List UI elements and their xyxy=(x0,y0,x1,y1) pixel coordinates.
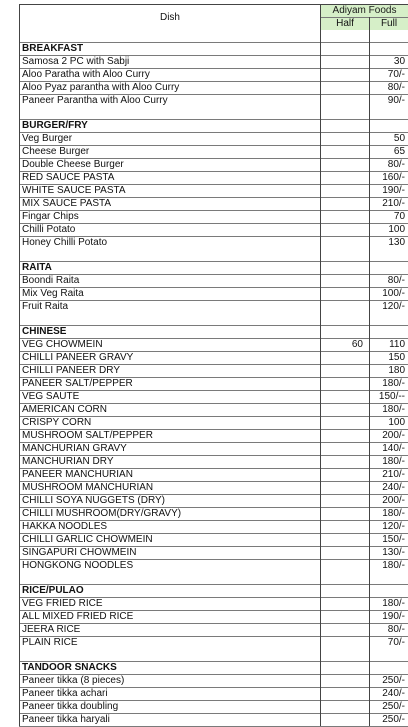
menu-item-row xyxy=(20,688,408,701)
section-title: BURGER/FRY xyxy=(20,120,321,133)
half-price xyxy=(321,443,370,456)
menu-item-row xyxy=(20,547,408,560)
menu-item-row xyxy=(20,339,408,352)
half-price xyxy=(321,456,370,469)
dish-name: MUSHROOM MANCHURIAN xyxy=(20,482,321,495)
dish-name: JEERA RICE xyxy=(20,624,321,637)
full-price: 190/- xyxy=(370,185,408,198)
half-price xyxy=(321,598,370,611)
dish-name: RED SAUCE PASTA xyxy=(20,172,321,185)
half-price xyxy=(321,82,370,95)
menu-item-row xyxy=(20,637,408,650)
full-price: 100 xyxy=(370,417,408,430)
dish-name xyxy=(20,107,321,120)
section-header-row xyxy=(20,326,408,339)
full-price: 210/- xyxy=(370,198,408,211)
half-price xyxy=(321,649,370,662)
section-title: RAITA xyxy=(20,262,321,275)
menu-item-row xyxy=(20,378,408,391)
half-price xyxy=(321,288,370,301)
half-price xyxy=(321,69,370,82)
half-price xyxy=(321,495,370,508)
dish-name: Paneer tikka (8 pieces) xyxy=(20,675,321,688)
menu-item-row xyxy=(20,508,408,521)
half-price xyxy=(321,30,370,43)
spacer-row xyxy=(20,249,408,262)
full-price: 80/- xyxy=(370,159,408,172)
half-price xyxy=(321,391,370,404)
dish-name: MANCHURIAN GRAVY xyxy=(20,443,321,456)
dish-name: MANCHURIAN DRY xyxy=(20,456,321,469)
half-price xyxy=(321,107,370,120)
full-price: 200/- xyxy=(370,495,408,508)
dish-name: Paneer tikka haryali xyxy=(20,714,321,727)
menu-table xyxy=(19,4,408,727)
menu-item-row xyxy=(20,611,408,624)
dish-name: CHILLI MUSHROOM(DRY/GRAVY) xyxy=(20,508,321,521)
menu-item-row xyxy=(20,675,408,688)
half-price xyxy=(321,198,370,211)
full-price: 120/- xyxy=(370,521,408,534)
full-price: 120/- xyxy=(370,301,408,314)
dish-name: CRISPY CORN xyxy=(20,417,321,430)
menu-item-row xyxy=(20,365,408,378)
menu-item-row xyxy=(20,69,408,82)
section-header-row xyxy=(20,43,408,56)
full-price: 50 xyxy=(370,133,408,146)
half-price xyxy=(321,249,370,262)
half-price xyxy=(321,585,370,598)
full-price: 100 xyxy=(370,224,408,237)
half-price xyxy=(321,611,370,624)
half-price xyxy=(321,701,370,714)
half-price xyxy=(321,714,370,727)
section-title: BREAKFAST xyxy=(20,43,321,56)
full-price: 65 xyxy=(370,146,408,159)
dish-name: Mix Veg Raita xyxy=(20,288,321,301)
half-price xyxy=(321,301,370,314)
half-price xyxy=(321,508,370,521)
menu-item-row xyxy=(20,198,408,211)
menu-item-row xyxy=(20,133,408,146)
menu-item-row xyxy=(20,714,408,727)
half-price xyxy=(321,637,370,650)
full-price: 90/- xyxy=(370,95,408,108)
dish-name: Paneer tikka achari xyxy=(20,688,321,701)
full-price: 250/- xyxy=(370,701,408,714)
dish-name: VEG CHOWMEIN xyxy=(20,339,321,352)
full-price xyxy=(370,43,408,56)
dish-name: Aloo Pyaz parantha with Aloo Curry xyxy=(20,82,321,95)
dish-name xyxy=(20,649,321,662)
menu-item-row xyxy=(20,301,408,314)
half-price xyxy=(321,560,370,573)
dish-name: Double Cheese Burger xyxy=(20,159,321,172)
half-price xyxy=(321,237,370,250)
menu-item-row xyxy=(20,495,408,508)
dish-name: Paneer tikka doubling xyxy=(20,701,321,714)
dish-name: Boondi Raita xyxy=(20,275,321,288)
dish-name: Chilli Potato xyxy=(20,224,321,237)
dish-name xyxy=(20,30,321,43)
full-price: 80/- xyxy=(370,82,408,95)
section-title: RICE/PULAO xyxy=(20,585,321,598)
full-price: 210/- xyxy=(370,469,408,482)
menu-item-row xyxy=(20,701,408,714)
dish-name: ALL MIXED FRIED RICE xyxy=(20,611,321,624)
section-header-row xyxy=(20,120,408,133)
half-price xyxy=(321,43,370,56)
full-price: 180/- xyxy=(370,560,408,573)
dish-name: Honey Chilli Potato xyxy=(20,237,321,250)
half-price: 60 xyxy=(321,339,370,352)
half-price xyxy=(321,120,370,133)
half-price xyxy=(321,275,370,288)
menu-item-row xyxy=(20,534,408,547)
dish-name: Fruit Raita xyxy=(20,301,321,314)
half-price xyxy=(321,534,370,547)
half-price xyxy=(321,469,370,482)
full-price: 250/- xyxy=(370,714,408,727)
section-header-row xyxy=(20,662,408,675)
menu-item-row xyxy=(20,430,408,443)
full-price xyxy=(370,585,408,598)
menu-sheet xyxy=(19,4,408,727)
dish-name: VEG FRIED RICE xyxy=(20,598,321,611)
full-price: 180/- xyxy=(370,404,408,417)
section-header-row xyxy=(20,585,408,598)
dish-name: Fingar Chips xyxy=(20,211,321,224)
full-price: 190/- xyxy=(370,611,408,624)
half-price xyxy=(321,172,370,185)
full-price: 180/- xyxy=(370,508,408,521)
full-price xyxy=(370,649,408,662)
dish-name: Paneer Parantha with Aloo Curry xyxy=(20,95,321,108)
header-row-top xyxy=(20,5,408,18)
dish-name: HAKKA NOODLES xyxy=(20,521,321,534)
full-price xyxy=(370,662,408,675)
dish-name xyxy=(20,249,321,262)
full-price: 160/- xyxy=(370,172,408,185)
full-price: 180/- xyxy=(370,378,408,391)
menu-item-row xyxy=(20,224,408,237)
menu-item-row xyxy=(20,404,408,417)
half-price xyxy=(321,572,370,585)
half-price xyxy=(321,56,370,69)
dish-name: CHILLI PANEER DRY xyxy=(20,365,321,378)
half-price xyxy=(321,185,370,198)
full-column-header: Full xyxy=(370,18,408,31)
full-price: 240/- xyxy=(370,688,408,701)
full-price: 70/- xyxy=(370,69,408,82)
menu-item-row xyxy=(20,146,408,159)
half-price xyxy=(321,624,370,637)
dish-name xyxy=(20,572,321,585)
dish-name: PANEER MANCHURIAN xyxy=(20,469,321,482)
menu-item-row xyxy=(20,560,408,573)
menu-item-row xyxy=(20,185,408,198)
dish-name: MIX SAUCE PASTA xyxy=(20,198,321,211)
half-price xyxy=(321,675,370,688)
menu-item-row xyxy=(20,237,408,250)
half-price xyxy=(321,326,370,339)
section-title: TANDOOR SNACKS xyxy=(20,662,321,675)
half-price xyxy=(321,547,370,560)
dish-name: AMERICAN CORN xyxy=(20,404,321,417)
full-price: 250/- xyxy=(370,675,408,688)
spacer-row xyxy=(20,107,408,120)
menu-item-row xyxy=(20,159,408,172)
dish-name xyxy=(20,313,321,326)
menu-item-row xyxy=(20,417,408,430)
dish-name: Cheese Burger xyxy=(20,146,321,159)
half-price xyxy=(321,482,370,495)
half-price xyxy=(321,365,370,378)
menu-item-row xyxy=(20,211,408,224)
spacer-row xyxy=(20,313,408,326)
section-title: CHINESE xyxy=(20,326,321,339)
dish-name: Aloo Paratha with Aloo Curry xyxy=(20,69,321,82)
menu-item-row xyxy=(20,521,408,534)
half-price xyxy=(321,224,370,237)
menu-item-row xyxy=(20,443,408,456)
half-price xyxy=(321,313,370,326)
full-price: 240/- xyxy=(370,482,408,495)
half-price xyxy=(321,146,370,159)
full-price: 200/- xyxy=(370,430,408,443)
spacer-row xyxy=(20,572,408,585)
full-price: 150 xyxy=(370,352,408,365)
menu-item-row xyxy=(20,456,408,469)
dish-name: PANEER SALT/PEPPER xyxy=(20,378,321,391)
section-header-row xyxy=(20,262,408,275)
menu-item-row xyxy=(20,624,408,637)
menu-item-row xyxy=(20,172,408,185)
menu-item-row xyxy=(20,469,408,482)
full-price xyxy=(370,572,408,585)
menu-item-row xyxy=(20,352,408,365)
dish-name: SINGAPURI CHOWMEIN xyxy=(20,547,321,560)
dish-name: PLAIN RICE xyxy=(20,637,321,650)
half-price xyxy=(321,211,370,224)
full-price: 100/- xyxy=(370,288,408,301)
menu-item-row xyxy=(20,82,408,95)
half-price xyxy=(321,378,370,391)
full-price xyxy=(370,326,408,339)
dish-name: CHILLI PANEER GRAVY xyxy=(20,352,321,365)
dish-name: Samosa 2 PC with Sabji xyxy=(20,56,321,69)
half-price xyxy=(321,430,370,443)
full-price xyxy=(370,120,408,133)
full-price: 150/- xyxy=(370,534,408,547)
full-price: 70 xyxy=(370,211,408,224)
half-price xyxy=(321,521,370,534)
half-price xyxy=(321,688,370,701)
full-price: 130 xyxy=(370,237,408,250)
brand-header: Adiyam Foods xyxy=(321,5,408,18)
menu-item-row xyxy=(20,482,408,495)
dish-name: WHITE SAUCE PASTA xyxy=(20,185,321,198)
dish-name: CHILLI SOYA NUGGETS (DRY) xyxy=(20,495,321,508)
dish-name: VEG SAUTE xyxy=(20,391,321,404)
full-price: 110 xyxy=(370,339,408,352)
full-price xyxy=(370,262,408,275)
full-price xyxy=(370,107,408,120)
half-price xyxy=(321,262,370,275)
half-price xyxy=(321,352,370,365)
half-price xyxy=(321,95,370,108)
full-price: 180 xyxy=(370,365,408,378)
dish-name: HONGKONG NOODLES xyxy=(20,560,321,573)
menu-item-row xyxy=(20,275,408,288)
menu-body xyxy=(20,30,408,727)
full-price xyxy=(370,249,408,262)
half-price xyxy=(321,133,370,146)
full-price: 130/- xyxy=(370,547,408,560)
full-price xyxy=(370,313,408,326)
full-price xyxy=(370,30,408,43)
half-price xyxy=(321,404,370,417)
dish-column-header: Dish xyxy=(20,5,321,31)
menu-item-row xyxy=(20,95,408,108)
dish-name: CHILLI GARLIC CHOWMEIN xyxy=(20,534,321,547)
half-column-header: Half xyxy=(321,18,370,31)
menu-item-row xyxy=(20,288,408,301)
spacer-row xyxy=(20,649,408,662)
dish-name: Veg Burger xyxy=(20,133,321,146)
dish-name: MUSHROOM SALT/PEPPER xyxy=(20,430,321,443)
half-price xyxy=(321,417,370,430)
menu-item-row xyxy=(20,56,408,69)
spacer-row xyxy=(20,30,408,43)
menu-item-row xyxy=(20,391,408,404)
full-price: 30 xyxy=(370,56,408,69)
full-price: 140/- xyxy=(370,443,408,456)
full-price: 80/- xyxy=(370,275,408,288)
full-price: 180/- xyxy=(370,598,408,611)
menu-item-row xyxy=(20,598,408,611)
half-price xyxy=(321,662,370,675)
full-price: 70/- xyxy=(370,637,408,650)
full-price: 180/- xyxy=(370,456,408,469)
full-price: 80/- xyxy=(370,624,408,637)
full-price: 150/-- xyxy=(370,391,408,404)
half-price xyxy=(321,159,370,172)
